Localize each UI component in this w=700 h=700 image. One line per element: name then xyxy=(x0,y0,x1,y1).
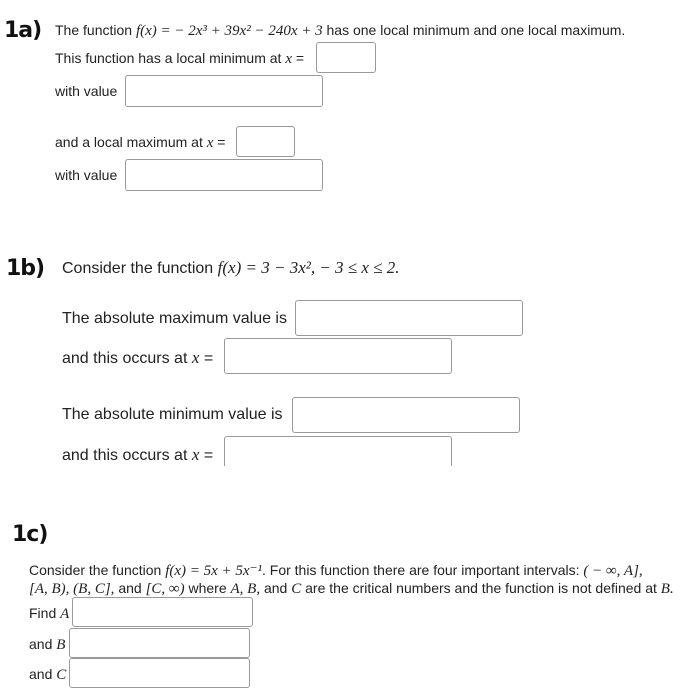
local-max-value-input[interactable] xyxy=(125,159,323,191)
find-a-var: A xyxy=(60,606,70,622)
part-c-and-2: and xyxy=(263,580,288,596)
local-min-x-input[interactable] xyxy=(316,42,376,73)
equals-sign: = xyxy=(203,350,214,367)
part-a-intro: The function xyxy=(55,22,133,38)
and-b-label xyxy=(29,636,65,654)
local-max-x-label xyxy=(55,134,225,152)
and-c-input[interactable] xyxy=(69,658,250,688)
local-max-x-text: and a local maximum at xyxy=(55,134,203,150)
and-c-text: and xyxy=(29,666,53,682)
equals-sign: = xyxy=(217,134,226,150)
find-a-text: Find xyxy=(29,605,57,621)
part-b-statement xyxy=(62,258,400,278)
find-a-label xyxy=(29,605,69,623)
part-c-b-var: B. xyxy=(660,581,674,597)
part-c-statement-line1 xyxy=(29,561,643,580)
local-min-value-label: with value xyxy=(55,83,118,99)
abs-max-at-text: and this occurs at xyxy=(62,350,188,367)
abs-min-at-input[interactable] xyxy=(224,436,452,466)
and-b-text: and xyxy=(29,636,53,652)
local-max-x-input[interactable] xyxy=(236,126,295,157)
local-min-value-input[interactable] xyxy=(125,75,323,107)
part-a-function: f(x) = − 2x³ + 39x² − 240x + 3 xyxy=(135,23,323,39)
part-c-c-var: C xyxy=(291,581,302,597)
part-c-intro: Consider the function xyxy=(29,562,162,578)
part-c-label: 1c) xyxy=(12,522,48,547)
part-c-and: and xyxy=(118,580,142,596)
part-b-label: 1b) xyxy=(6,256,45,281)
abs-min-at-label xyxy=(62,445,213,465)
and-c-label xyxy=(29,666,66,684)
part-c-where: where xyxy=(188,580,227,596)
abs-min-at-text: and this occurs at xyxy=(62,447,188,464)
local-max-x-var: x xyxy=(206,135,214,151)
local-min-x-var: x xyxy=(285,51,292,67)
local-min-x-text: This function has a local minimum at xyxy=(55,50,282,66)
part-b-function: f(x) = 3 − 3x², − 3 ≤ x ≤ 2. xyxy=(217,258,400,277)
part-c-abc: A, B, xyxy=(230,581,261,597)
abs-max-at-input[interactable] xyxy=(224,338,452,374)
part-c-intervals-2-3: [A, B), (B, C], xyxy=(29,581,115,597)
local-max-value-label: with value xyxy=(55,167,118,183)
part-a-statement xyxy=(55,22,625,40)
abs-max-value-input[interactable] xyxy=(295,300,523,336)
equals-sign: = xyxy=(203,447,214,464)
part-b-intro: Consider the function xyxy=(62,260,214,277)
abs-max-at-var: x xyxy=(191,348,200,367)
part-a-label: 1a) xyxy=(4,18,42,43)
part-c-statement-line2 xyxy=(29,580,674,598)
part-a-intro-tail: has one local minimum and one local maximum. xyxy=(326,22,626,38)
local-min-x-label xyxy=(55,50,304,68)
abs-min-value-label: The absolute minimum value is xyxy=(62,406,283,423)
and-b-var: B xyxy=(56,637,66,653)
and-b-input[interactable] xyxy=(69,628,250,658)
equals-sign: = xyxy=(295,50,305,66)
find-a-input[interactable] xyxy=(72,597,253,627)
part-c-intervals-text: . For this function there are four important intervals: xyxy=(262,562,580,578)
and-c-var: C xyxy=(56,667,67,683)
abs-max-value-label: The absolute maximum value is xyxy=(62,310,287,327)
abs-min-at-var: x xyxy=(191,445,200,464)
part-c-tail: are the critical numbers and the function is not defined at xyxy=(305,580,657,596)
part-c-interval-4: [C, ∞) xyxy=(145,581,185,597)
part-c-function: f(x) = 5x + 5x⁻¹ xyxy=(165,563,262,579)
abs-max-at-label xyxy=(62,348,213,368)
part-c-interval-1: ( − ∞, A], xyxy=(583,563,643,579)
abs-min-value-input[interactable] xyxy=(292,397,520,433)
